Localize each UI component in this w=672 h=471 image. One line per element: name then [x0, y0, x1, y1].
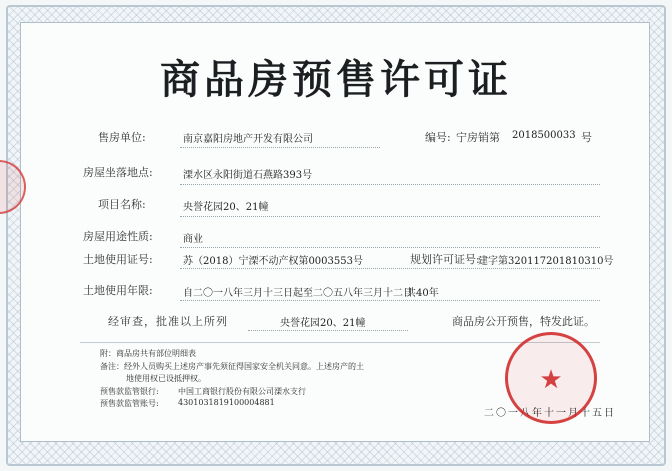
number-label: 编号:	[425, 131, 451, 144]
number-suffix: 号	[581, 131, 592, 144]
star-icon: ★	[539, 365, 563, 395]
number-prefix: 宁房销第	[456, 131, 500, 144]
land-cert-label: 土地使用证号:	[83, 253, 153, 266]
land-term-years: 共40年	[406, 288, 439, 299]
seller-value: 南京嘉阳房地产开发有限公司	[183, 134, 313, 145]
issue-date: 二〇一八年十一月十五日	[484, 408, 616, 419]
use-underline	[180, 247, 600, 248]
notes-line-1: 备注：经外人员购买上述房产事先须征得国家安全机关同意。上述房产的土	[100, 362, 364, 371]
project-underline	[180, 216, 600, 217]
land-term-label: 土地使用年限:	[83, 284, 153, 297]
use-label: 房屋用途性质:	[83, 230, 153, 243]
number-value: 2018500033	[512, 130, 576, 141]
notes-line-2: 地使用权已设抵押权。	[126, 374, 206, 383]
notes-header: 附：商品房共有部位明细表	[100, 349, 196, 358]
approval-tail: 商品房公开预售，特发此证。	[452, 315, 595, 328]
approval-underline	[248, 330, 408, 331]
location-underline	[180, 184, 600, 185]
seller-label: 售房单位:	[98, 131, 146, 144]
official-red-seal	[505, 332, 597, 424]
land-cert-value: 苏（2018）宁溧不动产权第0003553号	[183, 256, 363, 267]
use-value: 商业	[183, 234, 203, 245]
bank-value: 中国工商银行股份有限公司溧水支行	[178, 387, 306, 396]
seller-underline	[180, 147, 380, 148]
approval-text: 经审查，批准以上所列	[108, 315, 228, 328]
location-label: 房屋坐落地点:	[83, 166, 153, 179]
account-label: 预售款监管账号:	[100, 399, 159, 408]
project-value: 央誉花园20、21幢	[183, 202, 269, 213]
land-term-value: 自二〇一八年三月十三日起至二〇五八年三月十二日	[183, 288, 413, 299]
account-value: 4301031819100004881	[178, 398, 275, 407]
land-term-underline	[180, 300, 600, 301]
approval-project: 央誉花园20、21幢	[280, 318, 366, 329]
bank-label: 预售款监管银行:	[100, 387, 159, 396]
certificate-title: 商品房预售许可证	[160, 57, 512, 103]
planning-value: 建字第320117201810310号	[478, 256, 614, 267]
planning-label: 规划许可证号:	[410, 253, 480, 266]
project-label: 项目名称:	[98, 198, 146, 211]
location-value: 溧水区永阳街道石燕路393号	[183, 170, 313, 181]
land-cert-underline	[180, 268, 600, 269]
